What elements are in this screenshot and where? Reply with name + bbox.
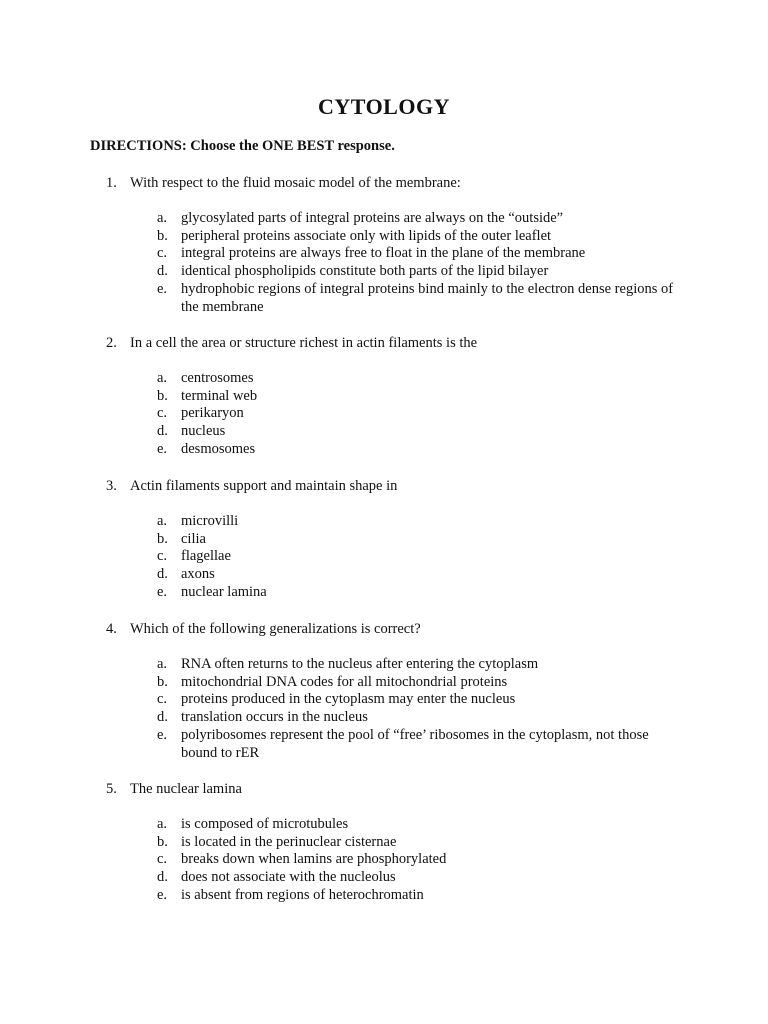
question-text: Actin filaments support and maintain shape in (130, 478, 398, 494)
option-text: centrosomes (181, 370, 254, 386)
option-text: cilia (181, 530, 206, 547)
answer-option-b (0, 674, 768, 692)
option-letter: b. (157, 387, 168, 404)
option-letter: b. (157, 530, 168, 547)
answer-option-a (0, 370, 768, 388)
answer-option-b (0, 228, 768, 246)
option-text: flagellae (181, 548, 231, 565)
option-letter: d. (157, 263, 168, 280)
answer-option-c (0, 405, 768, 423)
question-stem (0, 334, 768, 352)
question-stem (0, 620, 768, 638)
option-letter: d. (157, 709, 168, 726)
option-letter: b. (157, 227, 168, 244)
option-text: proteins produced in the cytoplasm may enter the nucleus (181, 691, 516, 708)
option-letter: e. (157, 886, 168, 903)
option-letter: c. (157, 691, 168, 708)
answer-option-a (0, 210, 768, 228)
answer-option-c (0, 691, 768, 709)
answer-options (0, 370, 768, 459)
answer-option-e (0, 727, 768, 762)
answer-option-e (0, 887, 768, 905)
option-letter: e. (157, 280, 168, 297)
question-stem (0, 174, 768, 192)
option-letter: e. (157, 726, 168, 743)
answer-option-a (0, 656, 768, 674)
option-text: mitochondrial DNA codes for all mitochondrial proteins (181, 673, 508, 690)
answer-option-b (0, 388, 768, 406)
question-5 (0, 780, 768, 921)
answer-option-d (0, 869, 768, 887)
answer-option-a (0, 816, 768, 834)
option-letter: a. (157, 210, 168, 226)
question-stem (0, 780, 768, 798)
question-number: 4. (106, 621, 117, 637)
answer-option-d (0, 423, 768, 441)
option-text: peripheral proteins associate only with lipids of the outer leaflet (181, 227, 552, 244)
option-text: desmosomes (181, 440, 256, 457)
option-text: RNA often returns to the nucleus after entering the cytoplasm (181, 656, 539, 672)
option-letter: c. (157, 245, 168, 262)
option-text: does not associate with the nucleolus (181, 869, 396, 886)
option-text: identical phospholipids constitute both parts of the lipid bilayer (181, 263, 549, 280)
option-letter: e. (157, 583, 168, 600)
answer-options (0, 210, 768, 316)
question-number: 2. (106, 335, 117, 351)
page-title: CYTOLOGY (318, 94, 450, 119)
question-number: 3. (106, 478, 117, 494)
answer-option-d (0, 263, 768, 281)
option-letter: b. (157, 833, 168, 850)
question-text: The nuclear lamina (130, 781, 242, 797)
question-text: Which of the following generalizations is correct? (130, 621, 421, 637)
option-text: is composed of microtubules (181, 816, 349, 832)
option-text: glycosylated parts of integral proteins are always on the “outside” (181, 210, 564, 226)
option-letter: d. (157, 869, 168, 886)
answer-option-d (0, 709, 768, 727)
option-text: terminal web (181, 387, 258, 404)
option-letter: e. (157, 440, 168, 457)
option-text: is absent from regions of heterochromatin (181, 886, 424, 903)
option-text: hydrophobic regions of integral proteins bind mainly to the electron dense regions of the membrane (181, 280, 674, 315)
answer-option-c (0, 245, 768, 263)
option-text: nucleus (181, 423, 226, 440)
option-text: nuclear lamina (181, 583, 267, 600)
option-letter: d. (157, 566, 168, 583)
option-text: polyribosomes represent the pool of “free’ ribosomes in the cytoplasm, not those bound to rER (181, 726, 649, 761)
answer-option-e (0, 441, 768, 459)
option-letter: d. (157, 423, 168, 440)
option-text: perikaryon (181, 405, 244, 422)
option-text: is located in the perinuclear cisternae (181, 833, 397, 850)
option-text: breaks down when lamins are phosphorylated (181, 851, 447, 868)
question-text: With respect to the fluid mosaic model of the membrane: (130, 175, 461, 191)
question-4 (0, 620, 768, 778)
answer-options (0, 656, 768, 762)
option-letter: a. (157, 370, 168, 386)
option-text: axons (181, 566, 215, 583)
option-letter: c. (157, 851, 168, 868)
option-text: integral proteins are always free to float in the plane of the membrane (181, 245, 586, 262)
option-letter: a. (157, 513, 168, 529)
question-2 (0, 334, 768, 475)
answer-option-b (0, 531, 768, 549)
directions-text: DIRECTIONS: Choose the ONE BEST response. (90, 138, 395, 154)
answer-option-d (0, 566, 768, 584)
option-text: microvilli (181, 513, 239, 529)
question-1 (0, 174, 768, 332)
question-number: 1. (106, 175, 117, 191)
option-letter: a. (157, 816, 168, 832)
option-letter: a. (157, 656, 168, 672)
question-stem (0, 477, 768, 495)
option-text: translation occurs in the nucleus (181, 709, 368, 726)
answer-option-a (0, 513, 768, 531)
question-3 (0, 477, 768, 618)
answer-option-c (0, 851, 768, 869)
answer-option-e (0, 281, 768, 316)
question-text: In a cell the area or structure richest in actin filaments is the (130, 335, 478, 351)
answer-option-e (0, 584, 768, 602)
answer-option-c (0, 548, 768, 566)
answer-options (0, 816, 768, 905)
answer-options (0, 513, 768, 602)
option-letter: b. (157, 673, 168, 690)
answer-option-b (0, 834, 768, 852)
option-letter: c. (157, 548, 168, 565)
option-letter: c. (157, 405, 168, 422)
question-number: 5. (106, 781, 117, 797)
